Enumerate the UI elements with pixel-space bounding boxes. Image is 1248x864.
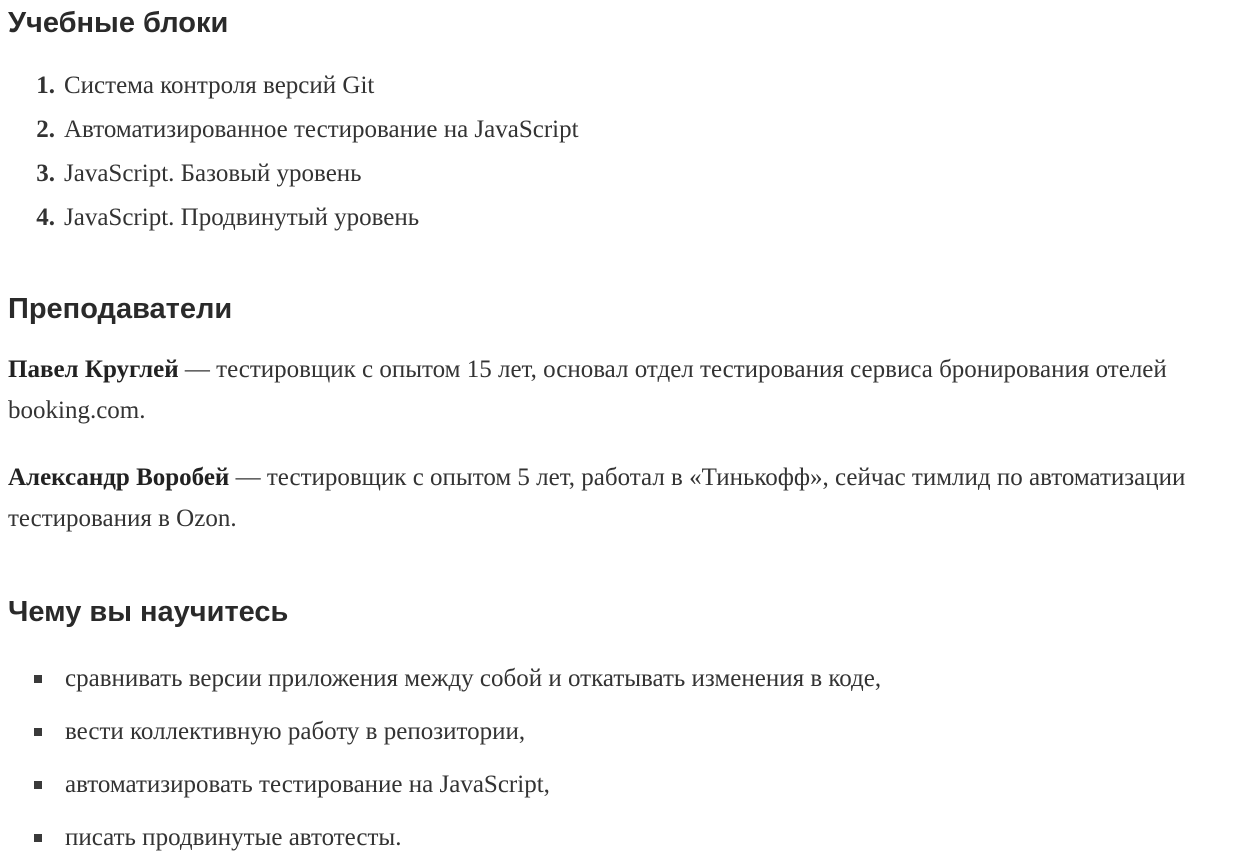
square-bullet-icon <box>34 781 42 789</box>
list-item-label: Система контроля версий Git <box>64 72 375 99</box>
list-item <box>8 705 881 758</box>
list-number: 2. <box>36 116 55 143</box>
list-item-label: JavaScript. Продвинутый уровень <box>64 204 420 231</box>
list-item <box>8 108 579 152</box>
section-heading-learn: Чему вы научитесь <box>8 596 289 628</box>
list-number: 1. <box>36 72 55 99</box>
teacher-paragraph <box>8 457 1240 539</box>
square-bullet-icon <box>34 675 42 683</box>
list-item <box>8 811 881 864</box>
list-item <box>8 64 579 108</box>
list-item <box>8 196 579 240</box>
teacher-description: — тестировщик с опытом 15 лет, основал отдел тестирования сервиса бронирования отелей booking.com. <box>8 356 1167 424</box>
list-item-label: автоматизировать тестирование на JavaScript, <box>65 771 550 798</box>
list-item-label: писать продвинутые автотесты. <box>65 824 402 851</box>
section-heading-blocks: Учебные блоки <box>8 7 229 39</box>
list-item <box>8 152 579 196</box>
square-bullet-icon <box>34 728 42 736</box>
list-item-label: JavaScript. Базовый уровень <box>64 160 362 187</box>
teacher-name: Александр Воробей <box>8 464 230 491</box>
teacher-name: Павел Круглей <box>8 356 179 383</box>
list-item-label: вести коллективную работу в репозитории, <box>65 718 526 745</box>
list-number: 3. <box>36 160 55 187</box>
square-bullet-icon <box>34 834 42 842</box>
list-number: 4. <box>36 204 55 231</box>
section-heading-teachers: Преподаватели <box>8 293 233 325</box>
course-blocks-list <box>8 64 579 240</box>
list-item-label: сравнивать версии приложения между собой и откатывать изменения в коде, <box>65 665 882 692</box>
teacher-description: — тестировщик с опытом 5 лет, работал в «Тинькофф», сейчас тимлид по автоматизации тестирования в Ozon. <box>8 464 1186 532</box>
learning-outcomes-list <box>8 652 881 864</box>
list-item-label: Автоматизированное тестирование на JavaScript <box>64 116 579 143</box>
list-item <box>8 758 881 811</box>
list-item <box>8 652 881 705</box>
teacher-paragraph <box>8 349 1240 431</box>
